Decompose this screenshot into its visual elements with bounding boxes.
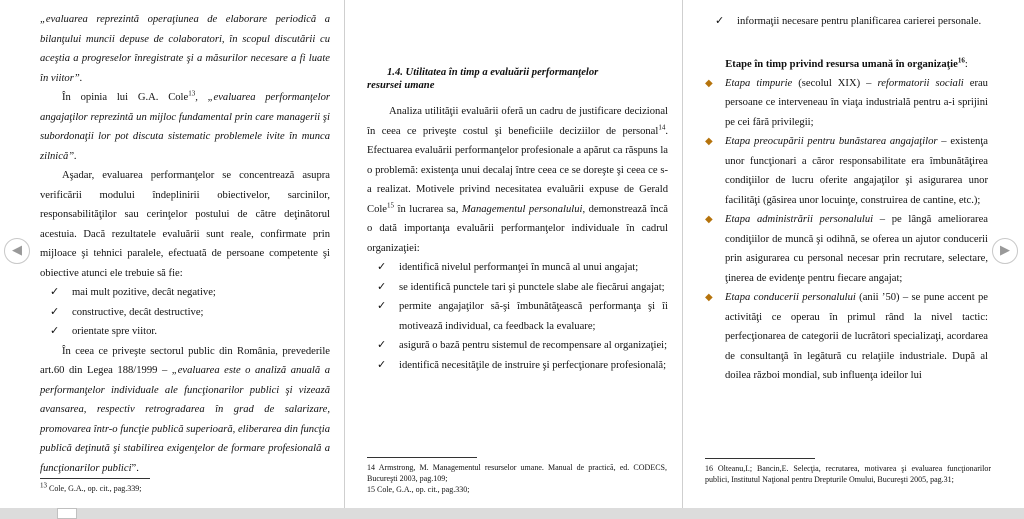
- list-item: ✓ permite angajaţilor să-şi îmbunătăţească performanţa şi îi motivează individual, ca feedback la evaluare;: [367, 297, 668, 336]
- footnote-13: $^{13}$ Cole, G.A., op. cit., pag.339;: [40, 481, 142, 493]
- page-left: [0, 0, 344, 519]
- list-item: ✓ mai mult pozitive, decât negative;: [40, 283, 330, 303]
- checkmark-icon: ✓: [50, 305, 60, 318]
- footnote-divider: [705, 458, 815, 459]
- footnote-14: 14 Armstrong, M. Managementul resurselor umane. Manual de practică, ed. CODECS, Bucureşti 2003, pag.109;: [367, 463, 667, 483]
- list-item: ✓ constructive, decât destructive;: [40, 303, 330, 323]
- list-item: ◆ Etapa administrării personalului – pe lângă ameliorarea condiţiilor de muncă şi odihnă, se oferea un ajutor conducerii prin asigurarea cu personal necesar prin recrutare, selectare, ţinerea de evidenţe pentru fiecare angajat;: [705, 210, 988, 288]
- bottom-scroll-bar[interactable]: [0, 508, 1024, 519]
- paragraph-analysis: Analiza utilităţii evaluării oferă un cadru de justificare decizional în ceea ce priveşte costul şi beneficiile deciziilor de personal$^{14}$. Efectuarea evaluării performanţelor profesionale a apărut ca răspuns la o problemă: existenţa unui decalaj între ceea ce se doreşte şi ceea ce s-a realizat. Motivele privind necesitatea evaluării expuse de Gerald Cole$^{15}$ în lucrarea sa, Managementul personalului, demonstrează încă o dată importanţa evaluării performanţelor individuale în cadrul organizaţiei:: [367, 106, 668, 254]
- checkmark-icon: ✓: [377, 261, 387, 273]
- footnote-ref-13[interactable]: 13: [188, 89, 196, 98]
- page-tab[interactable]: [57, 508, 77, 519]
- footnote-divider: [367, 457, 477, 458]
- footnote-16: 16 Olteanu,I.; Bancin,E. Selecţia, recrutarea, motivarea şi evaluarea funcţionarilor publici, Institutul Naţional pentru Drepturile Omului, Bucureşti 2005, pag.31;: [705, 464, 991, 484]
- footnote-15: 15 Cole, G.A., op. cit., pag.330;: [367, 485, 470, 494]
- checklist-continued: [705, 12, 988, 32]
- footnote-divider: [40, 478, 150, 479]
- footnote-ref-14[interactable]: 14: [658, 122, 666, 131]
- arrow-bullet-icon: ◆: [705, 77, 713, 89]
- list-item: ✓ orientate spre viitor.: [40, 322, 330, 342]
- prev-page-button[interactable]: [4, 238, 30, 264]
- checklist-reasons: [367, 258, 668, 375]
- checkmark-icon: ✓: [50, 325, 60, 337]
- arrow-bullet-icon: ◆: [705, 214, 713, 225]
- chevron-right-icon: ▶: [1000, 243, 1010, 258]
- list-item: ✓ informaţii necesare pentru planificarea carierei personale.: [705, 12, 988, 32]
- list-item: ✓ asigură o bază pentru sistemul de recompensare al organizaţiei;: [367, 336, 668, 356]
- checkmark-icon: ✓: [50, 286, 60, 298]
- list-item: ✓ identifică necesităţile de instruire şi perfecţionare profesională;: [367, 356, 668, 376]
- checkmark-icon: ✓: [377, 300, 387, 312]
- page-right: [682, 0, 1024, 519]
- checkmark-icon: ✓: [377, 339, 387, 351]
- arrow-bullet-icon: ◆: [705, 292, 713, 303]
- footnote-ref-15[interactable]: 15: [387, 200, 395, 209]
- list-item: ◆ Etapa preocupării pentru bunăstarea angajaţilor – existenţa unor funcţionari a căror responsabilitate era îmbunătăţirea condiţiilor de lucru oferite angajaţilor şi asigurarea unor facilităţi (găsirea unor locuinţe, construirea de cantine, etc.);: [705, 132, 988, 210]
- page-middle: [344, 0, 682, 519]
- checkmark-icon: ✓: [377, 280, 387, 293]
- list-item: ✓ se identifică punctele tari şi punctele slabe ale fiecărui angajat;: [367, 278, 668, 298]
- next-page-button[interactable]: [992, 238, 1018, 264]
- footnote-ref-16[interactable]: 16: [957, 55, 965, 64]
- checkmark-icon: ✓: [715, 15, 725, 27]
- chevron-left-icon: ◀: [12, 243, 22, 258]
- list-item: ◆ Etapa timpurie (secolul XIX) – reformatorii sociali erau persoane ce interveneau în viaţa industrială pentru a-i sprijini pe cei fără privilegii;: [705, 74, 988, 133]
- checkmark-icon: ✓: [377, 358, 387, 371]
- quote-continuation: „evaluarea reprezintă operaţiunea de elaborare periodică a bilanţului muncii depuse de colaboratori, în scopul discutării cu aceştia a progreselor înregistrate şi a măsurilor necesare a fi luate în viitor”.: [40, 14, 330, 84]
- list-item: ◆ Etapa conducerii personalului (anii ’50) – se pune accent pe activităţi ce operau în primul rând la nivel tactic: perfecţionarea de categorii de lucrători specializaţi, acordarea de consultanţă în legătură cu relaţiile industriale. După al doilea război mondial, sub influenţa ideilor lui: [705, 288, 988, 386]
- paragraph-public-sector: În ceea ce priveşte sectorul public din România, prevederile art.60 din Legea 188/1999 – „evaluarea este o analiză anuală a performanţelor individuale ale funcţionarilor publici şi vizează avansarea, respectiv retrogradarea în grad de salarizare, promovarea într-o funcţie publică superioară, eliberarea din funcţia publică deţinută şi stabilirea exigenţelor de formare profesională a funcţionarilor publici”.: [40, 345, 330, 474]
- section-heading: 1.4. Utilitatea în timp a evaluării performanţelor resursei umane: [367, 67, 599, 91]
- checklist-evaluation: [40, 283, 330, 342]
- paragraph-asadar: Aşadar, evaluarea performanţelor se concentrează asupra verificării modului îndeplinirii obiectivelor, sarcinilor, responsabilităţilor sau cerinţelor postului de către deţinătorul acestuia. Dacă rezultatele evaluării sunt reale, confirmate prin mijloace şi tehnici paralele, efectuată de persoane competente şi obiective atunci ele trebuie să fie:: [40, 170, 330, 279]
- list-item: ✓ identifică nivelul performanţei în muncă al unui angajat;: [367, 258, 668, 278]
- paragraph-cole: În opinia lui G.A. Cole$^{13}$, „evaluarea performanţelor angajaţilor reprezintă un mijloc fundamental prin care managerii şi subordonaţii lor pot discuta sistematic problemele ivite în munca zilnică”.: [40, 89, 330, 162]
- etape-heading: Etape în timp privind resursa umană în organizaţie$^{16}$:: [725, 55, 968, 70]
- arrow-bullet-icon: ◆: [705, 136, 713, 147]
- stages-list: [705, 74, 988, 386]
